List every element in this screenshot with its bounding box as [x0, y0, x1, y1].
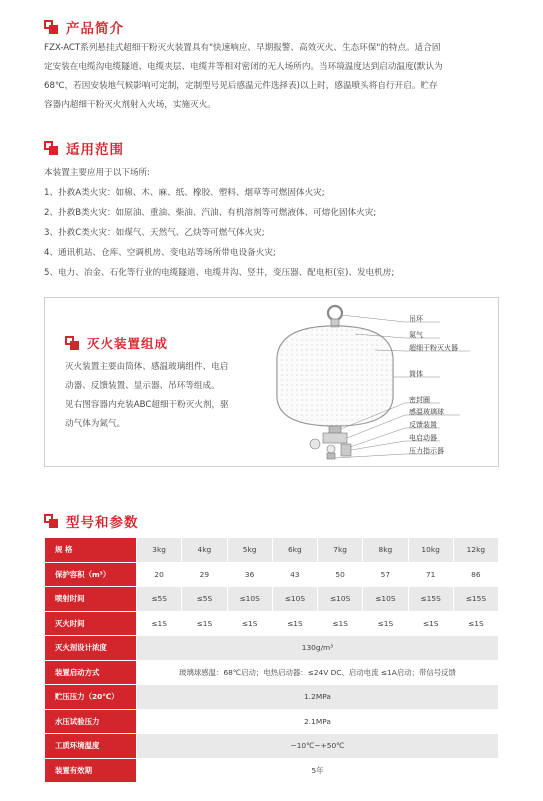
table-cell-span: −10℃~+50℃: [137, 734, 499, 759]
row-label: 装置启动方式: [45, 660, 137, 685]
table-cell-span: 1.2MPa: [137, 685, 499, 710]
table-cell: ≤10S: [227, 587, 272, 612]
intro-line: 容器内超细干粉灭火剂射入火场，实施灭火。: [44, 100, 216, 110]
row-label: 灭火剂设计浓度: [45, 636, 137, 661]
diagram-label: 密封圈: [409, 396, 430, 404]
valve-assembly-icon: [310, 426, 351, 459]
table-cell: 43: [272, 562, 317, 587]
params-heading: [44, 511, 139, 531]
intro-line: 定安装在电缆沟电缆隧道、电缆夹层、电缆井等相对密闭的无人场所内。当环境温度达到启动温度(默认为: [44, 62, 443, 72]
composition-line: 动器、反馈装置、显示器、吊环等组成。: [65, 381, 220, 391]
table-cell: ≤1S: [137, 611, 182, 636]
table-row: [45, 587, 499, 612]
section-square-icon: [44, 20, 58, 34]
table-cell: 86: [453, 562, 498, 587]
table-row: [45, 611, 499, 636]
table-cell: ≤10S: [272, 587, 317, 612]
row-label: 保护容积（m³）: [45, 562, 137, 587]
table-cell: 50: [318, 562, 363, 587]
scope-item: 5、电力、冶金、石化等行业的电缆隧道、电缆井沟、竖井，变压器、配电柜(室)、发电机房;: [44, 268, 395, 278]
intro-line: FZX-ACT系列悬挂式超细干粉灭火装置具有"快速响应、早期报警、高效灭火、生态环保"的特点。适合固: [44, 43, 441, 53]
scope-lead: 本装置主要应用于以下场所:: [44, 168, 151, 178]
table-cell: 57: [363, 562, 408, 587]
params-table: [44, 537, 499, 783]
row-label: 装置有效期: [45, 758, 137, 783]
composition-line: 灭火装置主要由筒体、感温玻璃组件、电启: [65, 362, 229, 372]
composition-box: [44, 297, 499, 467]
table-row: [45, 685, 499, 710]
scope-item: 3、扑救C类火灾：如煤气、天然气、乙炔等可燃气体火灾;: [44, 228, 265, 238]
diagram-label: 氮气: [409, 331, 423, 339]
table-cell: ≤5S: [182, 587, 227, 612]
diagram-label: 吊环: [409, 315, 423, 323]
params-title: 型号和参数: [66, 515, 139, 531]
table-cell: ≤1S: [453, 611, 498, 636]
composition-line: 动气体为氮气。: [65, 419, 126, 429]
table-cell: 3kg: [137, 538, 182, 563]
table-cell: 10kg: [408, 538, 453, 563]
scope-heading: [44, 138, 124, 158]
diagram-label: 反馈装置: [409, 421, 437, 429]
hanging-ring-icon: [328, 306, 342, 327]
table-cell: 7kg: [318, 538, 363, 563]
table-row: [45, 734, 499, 759]
table-cell: 6kg: [272, 538, 317, 563]
table-cell: ≤1S: [408, 611, 453, 636]
row-label: 水压试验压力: [45, 709, 137, 734]
table-cell: 36: [227, 562, 272, 587]
table-cell: 29: [182, 562, 227, 587]
scope-title: 适用范围: [66, 142, 124, 158]
table-cell: ≤15S: [453, 587, 498, 612]
composition-title: 灭火装置组成: [87, 336, 169, 351]
table-cell: ≤1S: [227, 611, 272, 636]
diagram-label: 压力指示器: [409, 447, 444, 455]
intro-paragraph: [44, 39, 499, 115]
table-row: [45, 660, 499, 685]
row-label: 工质环境温度: [45, 734, 137, 759]
table-cell-span: 玻璃球感温：68℃启动；电热启动器：≤24V DC、启动电流 ≤1A启动；带信号反馈: [137, 660, 499, 685]
intro-heading: [44, 17, 124, 37]
table-cell: ≤1S: [318, 611, 363, 636]
table-row: [45, 562, 499, 587]
table-cell: ≤10S: [318, 587, 363, 612]
table-cell: 12kg: [453, 538, 498, 563]
table-cell: ≤15S: [408, 587, 453, 612]
section-square-icon: [44, 514, 58, 528]
table-cell: ≤1S: [272, 611, 317, 636]
table-cell: 4kg: [182, 538, 227, 563]
intro-title: 产品简介: [66, 21, 124, 37]
table-cell-span: 2.1MPa: [137, 709, 499, 734]
row-label: 规 格: [45, 538, 137, 563]
table-cell: 20: [137, 562, 182, 587]
scope-item: 1、扑救A类火灾：如棉、木、麻、纸、橡胶、塑料、烟草等可燃固体火灾;: [44, 188, 325, 198]
table-row: [45, 538, 499, 563]
scope-item: 2、扑救B类火灾：如原油、重油、柴油、汽油、有机溶剂等可燃液体、可熔化固体火灾;: [44, 208, 377, 218]
table-row: [45, 636, 499, 661]
table-row: [45, 709, 499, 734]
table-cell: ≤1S: [363, 611, 408, 636]
table-cell: 71: [408, 562, 453, 587]
diagram-label: 筒体: [409, 370, 423, 378]
intro-line: 68℃，若因安装地气候影响可定制，定制型号见后感温元件选择表)以上时，感温喷头将自行开启。贮存: [44, 81, 438, 91]
row-label: 贮压压力（20℃）: [45, 685, 137, 710]
table-cell: 8kg: [363, 538, 408, 563]
table-cell: 5kg: [227, 538, 272, 563]
row-label: 喷射时间: [45, 587, 137, 612]
diagram-label: 感温玻璃球: [409, 408, 444, 416]
section-square-icon: [44, 141, 58, 155]
table-cell-span: 130g/m³: [137, 636, 499, 661]
row-label: 灭火时间: [45, 611, 137, 636]
table-cell: ≤5S: [137, 587, 182, 612]
table-row: [45, 758, 499, 783]
table-cell-span: 5年: [137, 758, 499, 783]
diagram-label: 电启动器: [409, 434, 437, 442]
scope-item: 4、通讯机站、仓库、空调机房、变电站等场所带电设备火灾;: [44, 248, 276, 258]
table-cell: ≤1S: [182, 611, 227, 636]
composition-line: 见右图容器内充装ABC超细干粉灭火剂，驱: [65, 400, 229, 410]
diagram-label: 超细干粉灭火器: [409, 344, 458, 352]
table-cell: ≤10S: [363, 587, 408, 612]
